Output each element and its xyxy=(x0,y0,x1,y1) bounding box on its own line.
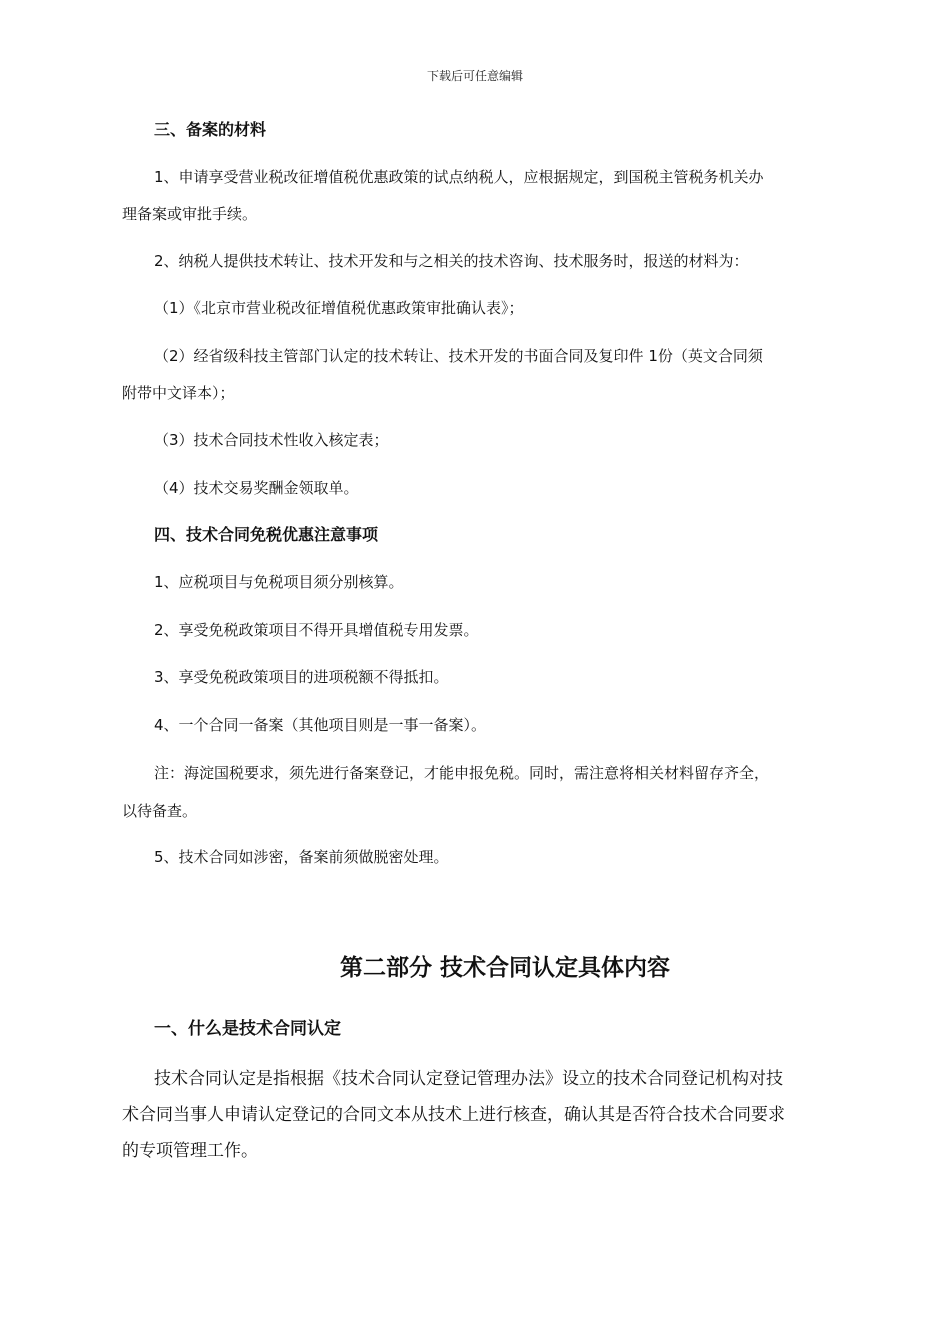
part2-title: 第二部分 技术合同认定具体内容 xyxy=(339,955,670,981)
part2-heading1: 一、什么是技术合同认定 xyxy=(154,1019,341,1039)
section3-heading: 三、备案的材料 xyxy=(154,120,267,139)
section3-item4: （4）技术交易奖酬金领取单。 xyxy=(154,479,359,497)
section4-heading: 四、技术合同免税优惠注意事项 xyxy=(154,525,379,544)
part2-paragraph-line1: 技术合同认定是指根据《技术合同认定登记管理办法》设立的技术合同登记机构对技 xyxy=(154,1069,783,1089)
section4-note3: 3、享受免税政策项目的进项税额不得抵扣。 xyxy=(154,668,449,686)
section4-remark-line2: 以待备查。 xyxy=(122,802,198,820)
section4-note4: 4、一个合同一备案（其他项目则是一事一备案）。 xyxy=(154,716,487,734)
part2-paragraph-line2: 术合同当事人申请认定登记的合同文本从技术上进行核查，确认其是否符合技术合同要求 xyxy=(122,1105,785,1125)
section3-p1-line2: 理备案或审批手续。 xyxy=(122,205,258,223)
section3-item2-line1: （2）经省级科技主管部门认定的技术转让、技术开发的书面合同及复印件 1份（英文合同须 xyxy=(154,347,763,365)
part2-paragraph-line3: 的专项管理工作。 xyxy=(122,1141,258,1161)
section4-note2: 2、享受免税政策项目不得开具增值税专用发票。 xyxy=(154,621,479,639)
section3-item2-line2: 附带中文译本）； xyxy=(122,384,235,402)
section4-note1: 1、应税项目与免税项目须分别核算。 xyxy=(154,573,404,591)
section4-remark-line1: 注：海淀国税要求，须先进行备案登记，才能申报免税。同时，需注意将相关材料留存齐全， xyxy=(154,764,770,782)
section3-item3: （3）技术合同技术性收入核定表； xyxy=(154,431,389,449)
section4-note5: 5、技术合同如涉密，备案前须做脱密处理。 xyxy=(154,848,449,866)
section3-item1: （1）《北京市营业税改征增值税优惠政策审批确认表》； xyxy=(154,299,524,317)
page-header: 下载后可任意编辑 xyxy=(426,69,523,83)
section3-p1-line1: 1、申请享受营业税改征增值税优惠政策的试点纳税人，应根据规定，到国税主管税务机关办 xyxy=(154,168,764,186)
section3-p2: 2、纳税人提供技术转让、技术开发和与之相关的技术咨询、技术服务时，报送的材料为： xyxy=(154,252,749,270)
